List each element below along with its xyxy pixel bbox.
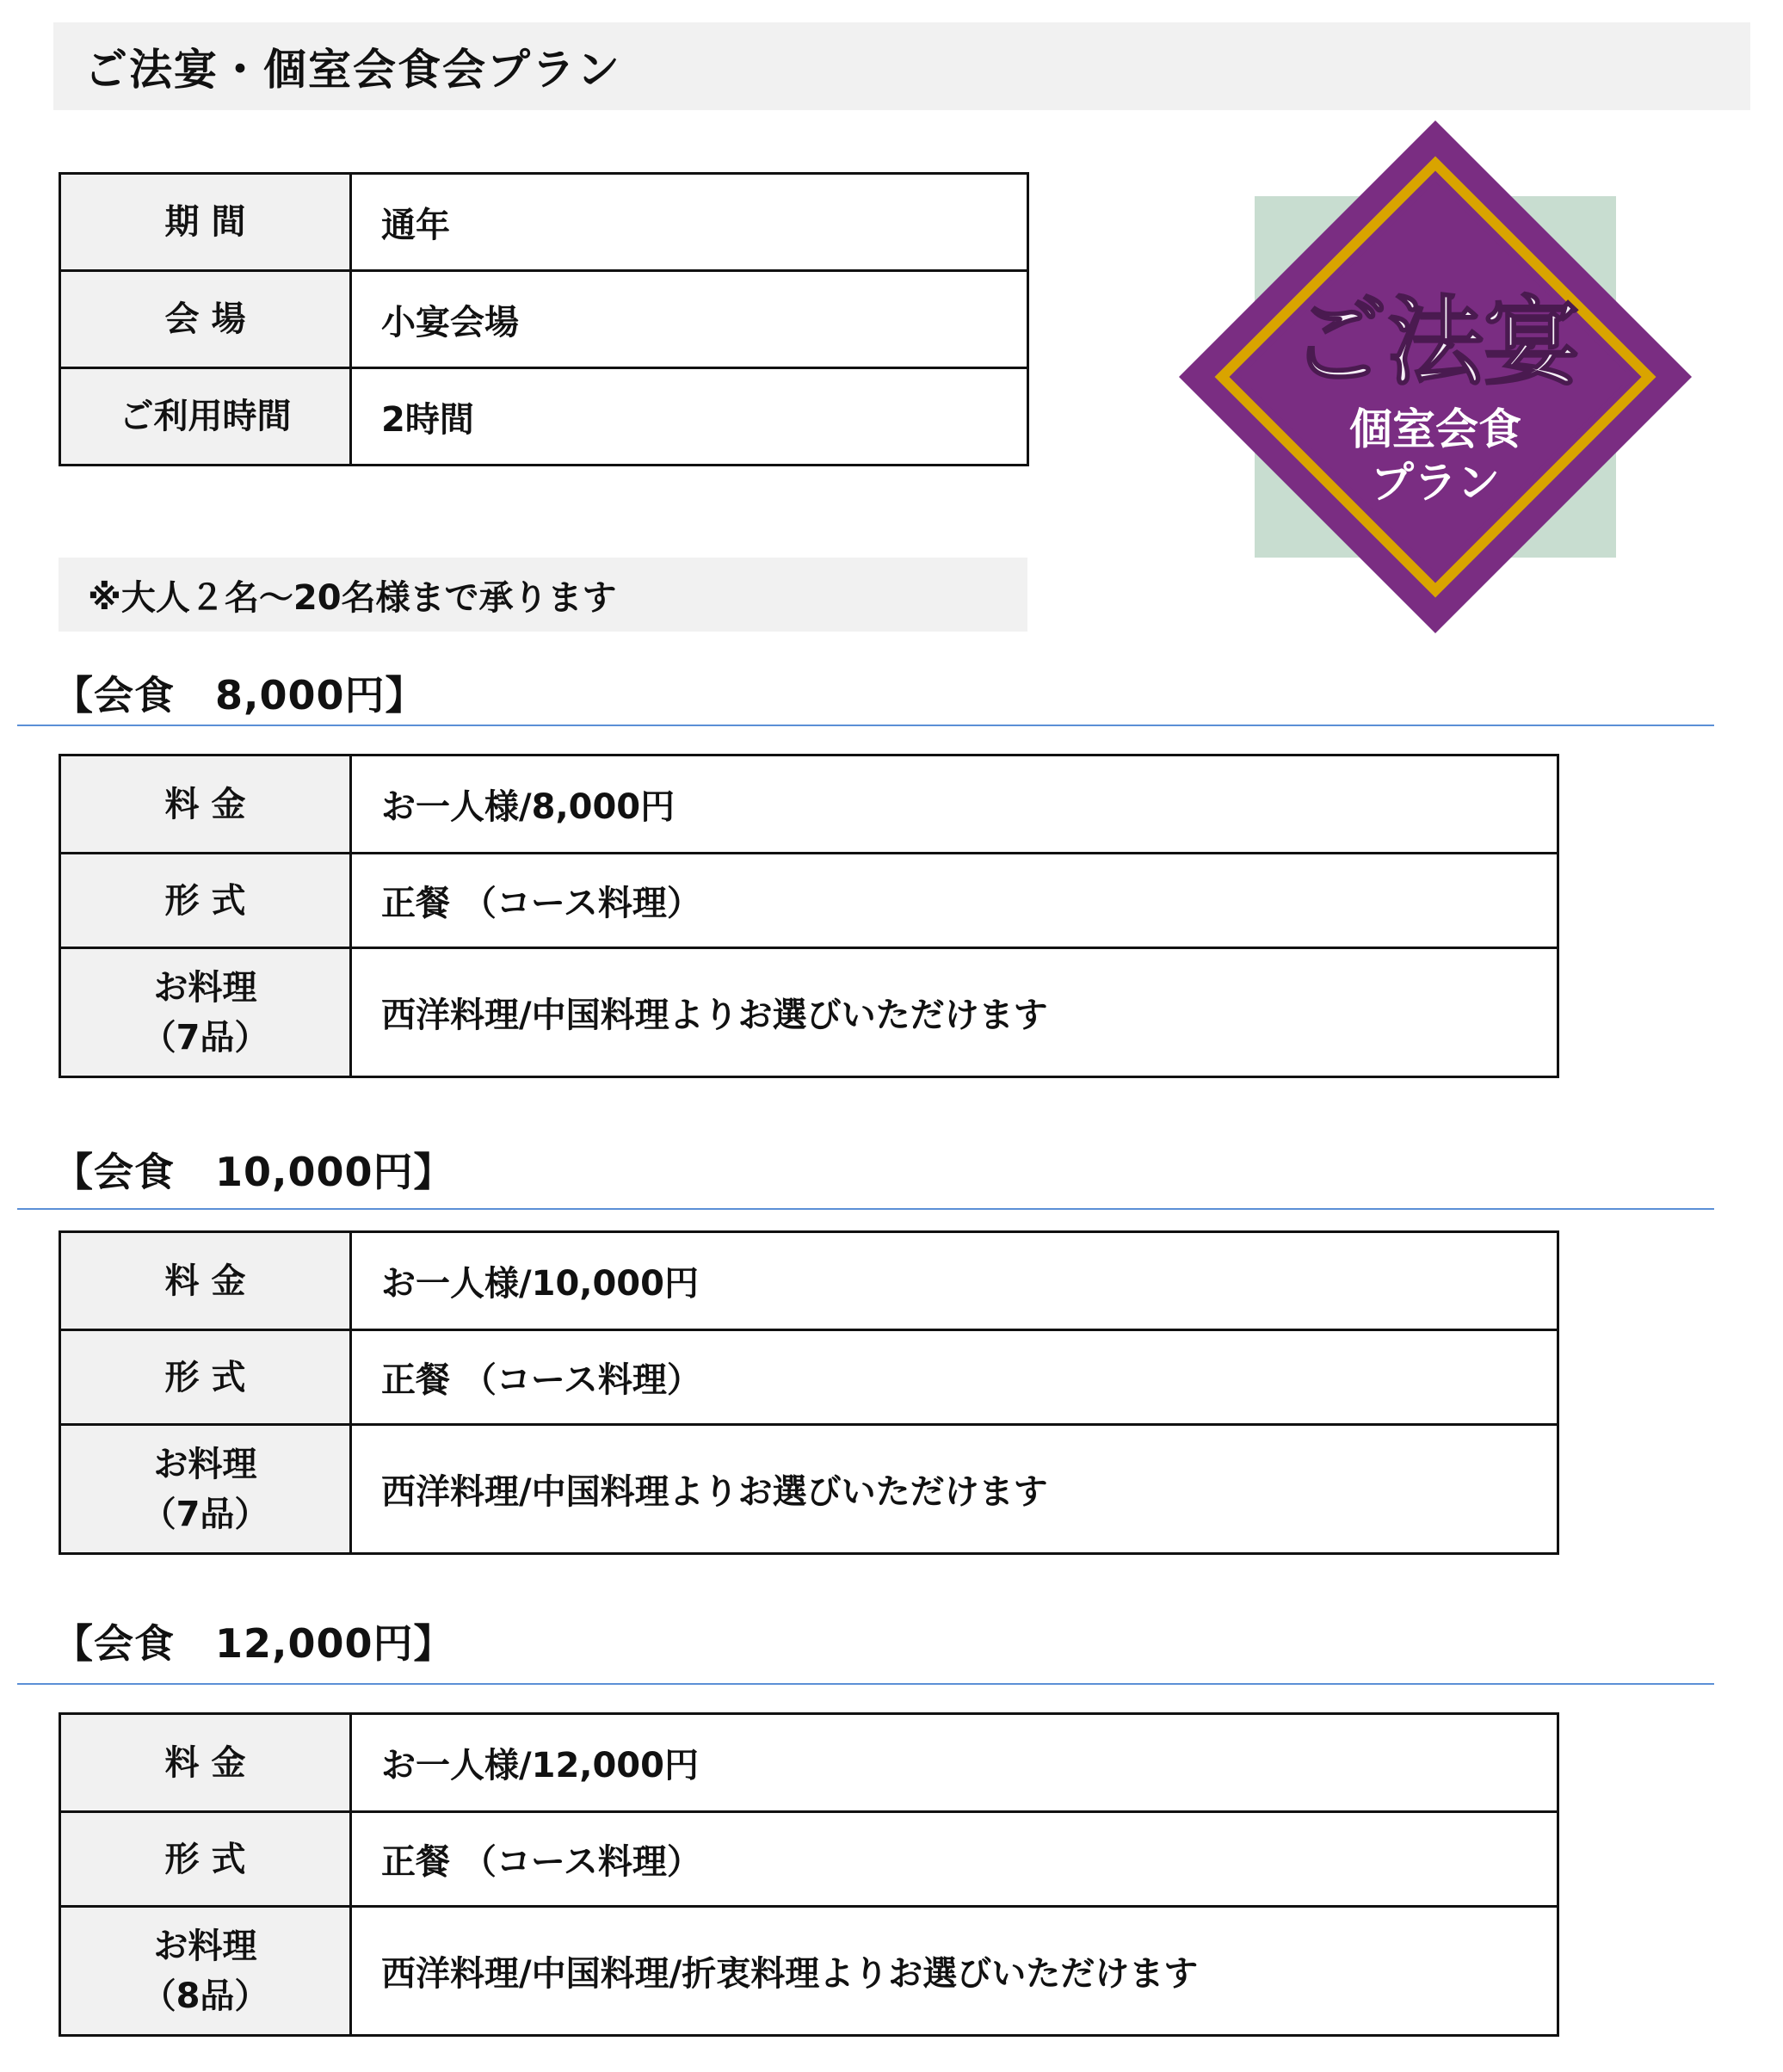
table-row (60, 174, 1028, 271)
row-value: 西洋料理/中国料理/折衷料理よりお選びいただけます (351, 1907, 1558, 2036)
row-label: お料理 （7品） (60, 948, 351, 1077)
section-divider (17, 725, 1714, 726)
row-label: 料 金 (60, 755, 351, 854)
row-label: 期 間 (60, 174, 351, 271)
row-value: 通年 (351, 174, 1028, 271)
table-row (60, 1232, 1558, 1330)
hoen-badge-logo (1177, 119, 1694, 635)
row-value: 正餐 （コース料理） (351, 854, 1558, 948)
row-label: 会 場 (60, 271, 351, 368)
row-value: 西洋料理/中国料理よりお選びいただけます (351, 948, 1558, 1077)
table-row (60, 1330, 1558, 1425)
plan-heading: 【会食 8,000円】 (53, 672, 426, 718)
plan-table (59, 1230, 1559, 1555)
table-row (60, 1425, 1558, 1554)
table-row (60, 1812, 1558, 1907)
badge-sub-text-2: プラン (1371, 457, 1500, 508)
row-value: お一人様/8,000円 (351, 755, 1558, 854)
row-value: 小宴会場 (351, 271, 1028, 368)
row-label: ご利用時間 (60, 368, 351, 466)
table-row (60, 1907, 1558, 2036)
table-row (60, 755, 1558, 854)
badge-main-text: ご法宴 (1291, 286, 1580, 398)
summary-table (59, 172, 1029, 466)
table-row (60, 271, 1028, 368)
section-divider (17, 1683, 1714, 1685)
table-row (60, 948, 1558, 1077)
row-value: 正餐 （コース料理） (351, 1330, 1558, 1425)
table-row (60, 1714, 1558, 1812)
table-row (60, 368, 1028, 466)
badge-sub-text-1: 個室会食 (1349, 404, 1521, 454)
row-value: 正餐 （コース料理） (351, 1812, 1558, 1907)
row-label: 形 式 (60, 1330, 351, 1425)
row-value: 2時間 (351, 368, 1028, 466)
row-value: お一人様/10,000円 (351, 1232, 1558, 1330)
capacity-note: ※大人２名～20名様まで承ります (59, 558, 1027, 632)
row-value: お一人様/12,000円 (351, 1714, 1558, 1812)
row-value: 西洋料理/中国料理よりお選びいただけます (351, 1425, 1558, 1554)
section-divider (17, 1208, 1714, 1210)
row-label: お料理 （7品） (60, 1425, 351, 1554)
row-label: お料理 （8品） (60, 1907, 351, 2036)
row-label: 料 金 (60, 1232, 351, 1330)
row-label: 形 式 (60, 1812, 351, 1907)
table-row (60, 854, 1558, 948)
plan-table (59, 1712, 1559, 2037)
row-label: 形 式 (60, 854, 351, 948)
row-label: 料 金 (60, 1714, 351, 1812)
plan-table (59, 754, 1559, 1078)
plan-heading: 【会食 12,000円】 (53, 1620, 454, 1667)
plan-heading: 【会食 10,000円】 (53, 1149, 454, 1195)
page-title: ご法宴・個室会食会プラン (53, 22, 1750, 110)
